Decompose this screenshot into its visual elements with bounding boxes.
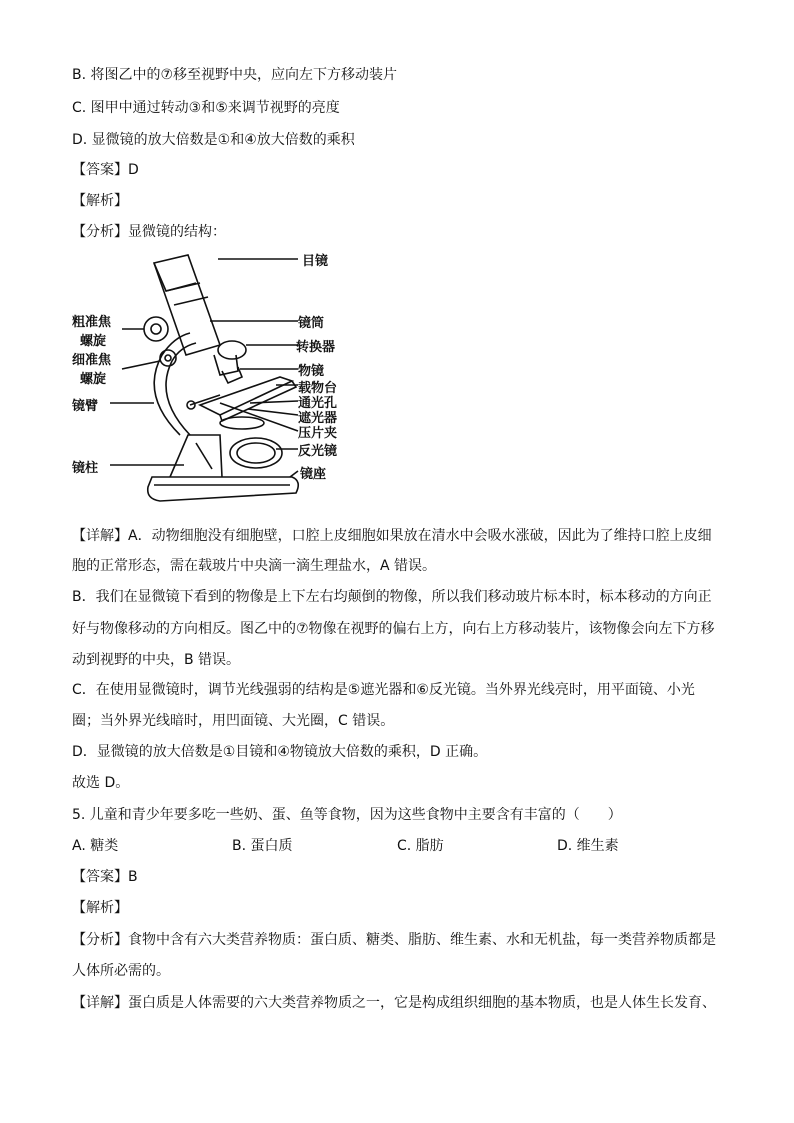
label-aperture: 通光孔 — [298, 396, 338, 411]
label-clip: 压片夹 — [298, 426, 338, 441]
q4-option-b: B. 将图乙中的⑦移至视野中央，应向左下方移动装片 — [72, 67, 398, 83]
label-nosepiece: 转换器 — [296, 340, 336, 355]
q5-answer: 【答案】B — [72, 869, 138, 885]
q5-stem: 5. 儿童和青少年要多吃一些奶、蛋、鱼等食物，因为这些食物中主要含有丰富的（ ） — [72, 807, 622, 823]
q5-option-a: A. 糖类 — [72, 838, 119, 854]
label-eyepiece: 目镜 — [302, 254, 329, 269]
label-objective: 物镜 — [298, 364, 325, 379]
q4-detail-line: 胞的正常形态，需在载玻片中央滴一滴生理盐水，A 错误。 — [72, 558, 437, 574]
q4-option-c: C. 图甲中通过转动③和⑤来调节视野的亮度 — [72, 100, 340, 116]
q4-detail-line: 动到视野的中央，B 错误。 — [72, 652, 241, 668]
q5-option-d: D. 维生素 — [557, 838, 619, 854]
q4-detail-line: C．在使用显微镜时，调节光线强弱的结构是⑤遮光器和⑥反光镜。当外界光线亮时，用平面镜、小光 — [72, 682, 695, 698]
label-coarse-adjust-2: 螺旋 — [80, 334, 107, 349]
q5-analysis-line: 人体所必需的。 — [72, 963, 170, 979]
label-pillar: 镜柱 — [72, 461, 99, 476]
q4-answer: 【答案】D — [72, 162, 139, 178]
q5-option-c: C. 脂肪 — [397, 838, 444, 854]
label-diaphragm: 遮光器 — [298, 411, 338, 426]
label-arm: 镜臂 — [72, 399, 99, 414]
q4-detail-line: 圈；当外界光线暗时，用凹面镜、大光圈，C 错误。 — [72, 713, 395, 729]
microscope-figure — [70, 245, 370, 510]
label-base: 镜座 — [300, 467, 327, 482]
q4-analysis-intro: 【分析】显微镜的结构： — [72, 224, 226, 240]
label-fine-adjust-1: 细准焦 — [72, 353, 112, 368]
q4-detail-line: D．显微镜的放大倍数是①目镜和④物镜放大倍数的乘积，D 正确。 — [72, 744, 488, 760]
q4-option-d: D. 显微镜的放大倍数是①和④放大倍数的乘积 — [72, 132, 355, 148]
q4-detail-line: B．我们在显微镜下看到的物像是上下左右均颠倒的物像，所以我们移动玻片标本时，标本移动的方向正 — [72, 589, 712, 605]
q4-detail-line: 【详解】A．动物细胞没有细胞壁，口腔上皮细胞如果放在清水中会吸水涨破，因此为了维持口腔上皮细 — [72, 528, 712, 544]
label-fine-adjust-2: 螺旋 — [80, 372, 107, 387]
q4-conclusion: 故选 D。 — [72, 775, 130, 791]
label-coarse-adjust-1: 粗准焦 — [72, 315, 112, 330]
label-tube: 镜筒 — [298, 316, 325, 331]
label-stage: 载物台 — [298, 381, 338, 396]
q5-detail-line: 【详解】蛋白质是人体需要的六大类营养物质之一，它是构成组织细胞的基本物质，也是人体生长发育、 — [72, 995, 716, 1011]
q4-analysis-heading: 【解析】 — [72, 193, 128, 209]
q5-analysis-heading: 【解析】 — [72, 900, 128, 916]
q5-analysis-line: 【分析】食物中含有六大类营养物质：蛋白质、糖类、脂肪、维生素、水和无机盐，每一类营养物质都是 — [72, 932, 716, 948]
label-mirror: 反光镜 — [298, 444, 338, 459]
q4-detail-line: 好与物像移动的方向相反。图乙中的⑦物像在视野的偏右上方，向右上方移动装片，该物像会向左下方移 — [72, 621, 715, 637]
q5-option-b: B. 蛋白质 — [232, 838, 293, 854]
